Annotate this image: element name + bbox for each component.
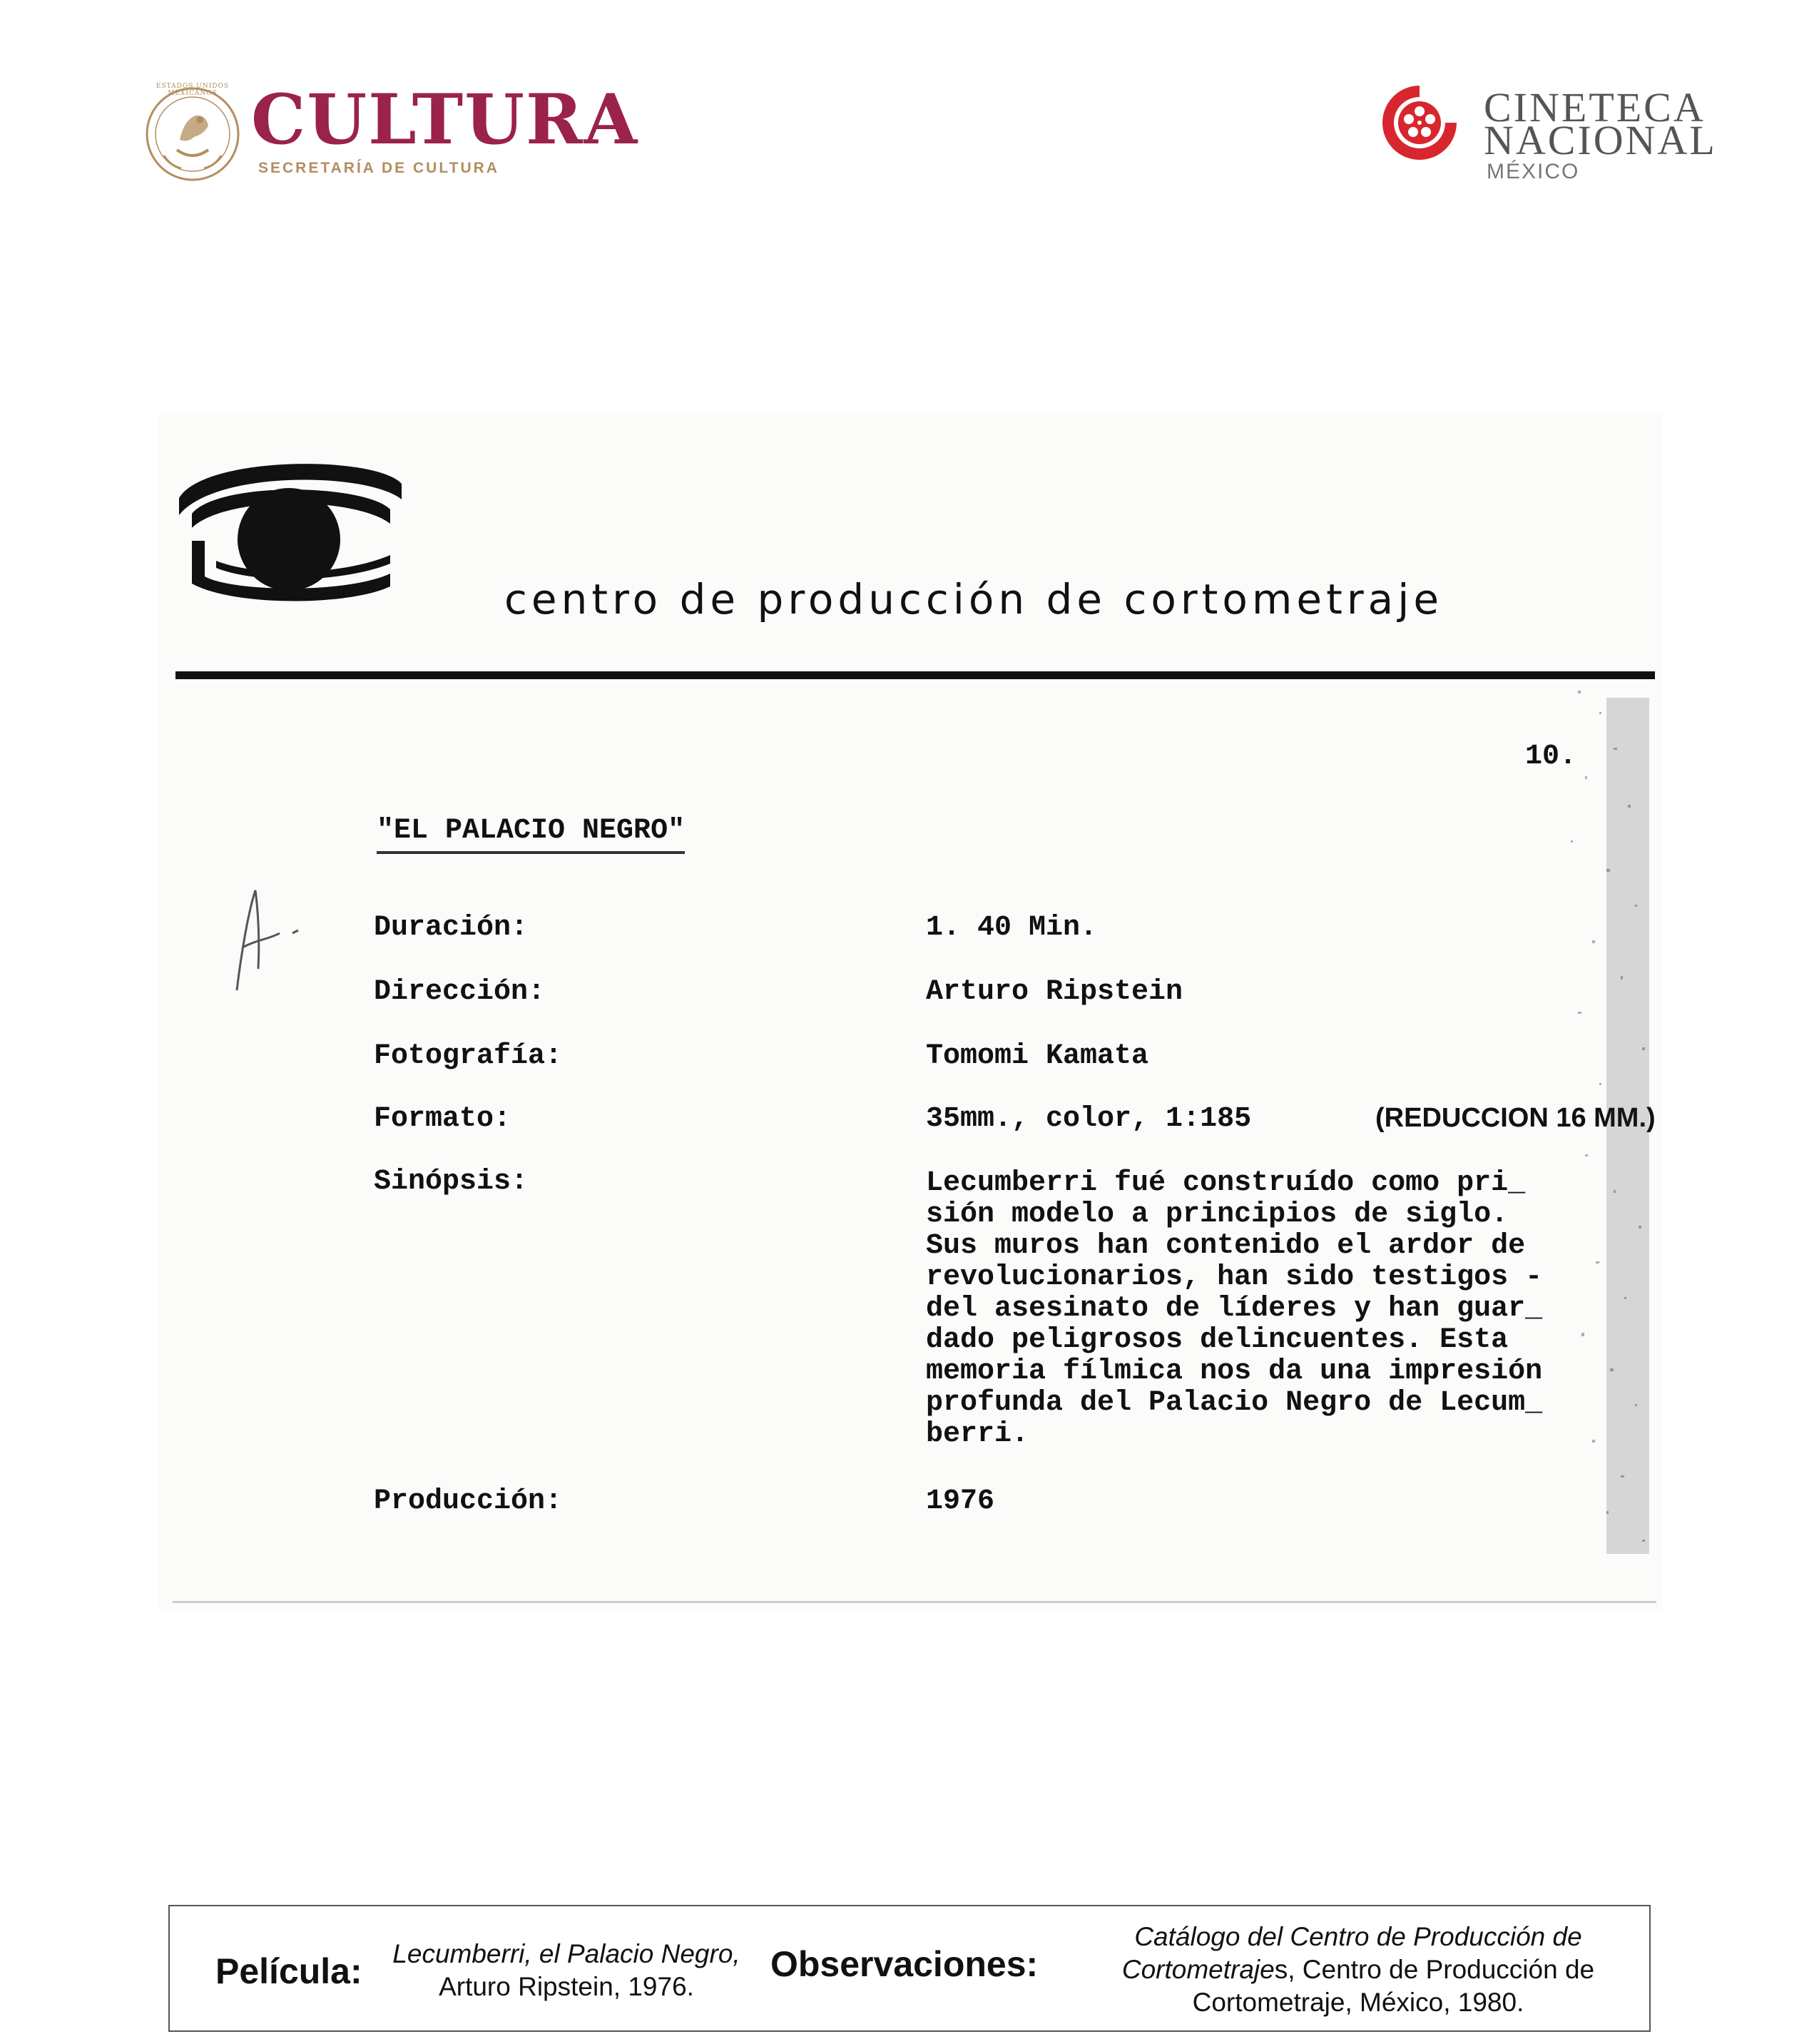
synopsis-line: del asesinato de líderes y han guar_ — [926, 1293, 1543, 1325]
observations-label: Observaciones: — [770, 1944, 1039, 1984]
cineteca-country: MÉXICO — [1487, 160, 1580, 183]
film-title: "EL PALACIO NEGRO" — [377, 815, 685, 854]
synopsis-line: Lecumberri fué construído como pri_ — [926, 1167, 1526, 1199]
seal-text: ESTADOS UNIDOS MEXICANOS — [156, 83, 230, 97]
field-label-formato: Formato: — [374, 1103, 511, 1135]
field-value-duracion: 1. 40 Min. — [926, 912, 1098, 944]
synopsis-line: memoria fílmica nos da una impresión — [926, 1356, 1543, 1388]
obs-line2 — [1073, 1953, 1644, 1986]
obs-line2-italic: Cortometraje — [1121, 1955, 1275, 1984]
cultura-wordmark: CULTURA — [251, 79, 639, 160]
cultura-brand — [143, 79, 639, 191]
mexican-seal-icon — [143, 84, 243, 184]
field-label-direccion: Dirección: — [374, 976, 546, 1008]
film-reel-icon — [1377, 80, 1462, 166]
scan-edge — [173, 1601, 1656, 1603]
observations-text — [1073, 1921, 1644, 2019]
page-number: 10. — [1525, 741, 1577, 773]
obs-line1: Catálogo del Centro de Producción de — [1134, 1922, 1582, 1951]
synopsis-line: revolucionarios, han sido testigos - — [926, 1261, 1543, 1293]
field-label-duracion: Duración: — [374, 912, 529, 944]
cineteca-line2: NACIONAL — [1484, 117, 1717, 163]
film-title-caption: Lecumberri, el Palacio Negro, — [392, 1939, 740, 1968]
cultura-subtitle: SECRETARÍA DE CULTURA — [258, 160, 499, 176]
header-rule — [175, 671, 1655, 679]
cineteca-line1: CINETECA — [1484, 84, 1706, 131]
synopsis-line: dado peligrosos delincuentes. Esta — [926, 1324, 1509, 1356]
cineteca-brand — [1377, 80, 1717, 187]
obs-line3: Cortometraje, México, 1980. — [1192, 1988, 1524, 2017]
synopsis-line: berri. — [926, 1418, 1029, 1450]
synopsis-line: Sus muros han contenido el ardor de — [926, 1230, 1526, 1262]
field-label-produccion: Producción: — [374, 1485, 563, 1517]
obs-line2-rest: s, Centro de Producción de — [1274, 1955, 1595, 1984]
film-credit: Arturo Ripstein, 1976. — [439, 1972, 694, 2001]
field-note-formato: (REDUCCION 16 MM.) — [1375, 1103, 1656, 1133]
scan-noise — [1464, 683, 1662, 1568]
handwritten-mark-text: A — [227, 883, 228, 884]
handwritten-mark — [227, 883, 305, 997]
field-label-fotografia: Fotografía: — [374, 1040, 563, 1072]
synopsis-line: profunda del Palacio Negro de Lecum_ — [926, 1387, 1543, 1419]
field-value-fotografia: Tomomi Kamata — [926, 1040, 1149, 1072]
field-label-sinopsis: Sinópsis: — [374, 1166, 529, 1198]
field-value-formato: 35mm., color, 1:185 — [926, 1103, 1252, 1135]
field-value-direccion: Arturo Ripstein — [926, 976, 1183, 1008]
field-value-produccion: 1976 — [926, 1485, 995, 1517]
caption-box — [168, 1905, 1651, 2032]
org-title: centro de producción de cortometraje — [504, 575, 1444, 624]
film-label: Película: — [215, 1951, 362, 1991]
synopsis-line: sión modelo a principios de siglo. — [926, 1199, 1509, 1231]
cpc-eye-logo-icon — [176, 441, 404, 612]
film-info — [381, 1938, 752, 2003]
scanned-document — [158, 412, 1662, 1611]
